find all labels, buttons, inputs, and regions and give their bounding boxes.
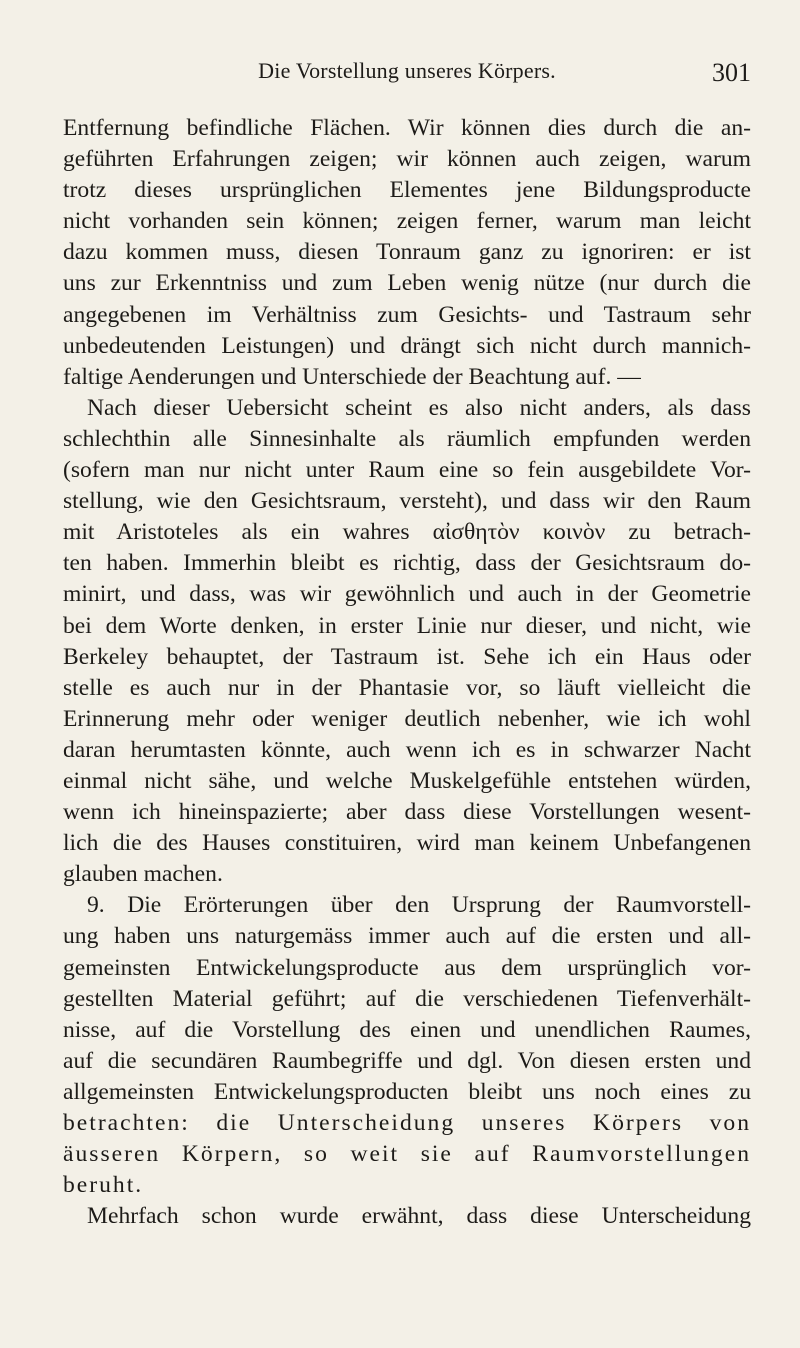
text-line: gestellten Material geführt; auf die verschiedenen Tiefenverhält-	[63, 985, 751, 1012]
text-line: nicht vorhanden sein können; zeigen ferner, warum man leicht	[63, 208, 751, 235]
text-line: Mehrfach schon wurde erwähnt, dass diese Unterscheidung	[87, 1203, 751, 1230]
text-line: glauben machen.	[63, 861, 223, 888]
text-line: Nach dieser Uebersicht scheint es also nicht anders, als dass	[87, 394, 751, 421]
text-line: Erinnerung mehr oder weniger deutlich nebenher, wie ich wohl	[63, 705, 751, 732]
text-line: nisse, auf die Vorstellung des einen und unendlichen Raumes,	[63, 1016, 751, 1043]
text-line: mit Aristoteles als ein wahres αἰσθητὸν κοινὸν zu betrach-	[63, 519, 751, 546]
text-line: stelle es auch nur in der Phantasie vor, so läuft vielleicht die	[63, 674, 751, 701]
text-line: (sofern man nur nicht unter Raum eine so fein ausgebildete Vor-	[63, 457, 751, 484]
text-line: einmal nicht sähe, und welche Muskelgefühle entstehen würden,	[63, 767, 751, 794]
body-text	[63, 113, 751, 1232]
text-line: allgemeinsten Entwickelungsproducten bleibt uns noch eines zu	[63, 1078, 751, 1105]
text-line: daran herumtasten könnte, auch wenn ich es in schwarzer Nacht	[63, 736, 751, 763]
text-line: schlechthin alle Sinnesinhalte als räumlich empfunden werden	[63, 425, 751, 452]
running-title: Die Vorstellung unseres Körpers.	[258, 58, 556, 83]
text-line: äusseren Körpern, so weit sie auf Raumvorstellungen	[63, 1141, 751, 1168]
text-line: auf die secundären Raumbegriffe und dgl. Von diesen ersten und	[63, 1047, 751, 1074]
section-9-start: 9. Die Erörterungen über den Ursprung der Raumvorstell-	[87, 892, 751, 919]
text-line: angegebenen im Verhältniss zum Gesichts- und Tastraum sehr	[63, 301, 751, 328]
text-line: beruht.	[63, 1172, 144, 1199]
text-line: geführten Erfahrungen zeigen; wir können auch zeigen, warum	[63, 146, 751, 173]
text-line: ung haben uns naturgemäss immer auch auf die ersten und all-	[63, 923, 751, 950]
text-line: Berkeley behauptet, der Tastraum ist. Sehe ich ein Haus oder	[63, 643, 751, 670]
running-header	[63, 58, 751, 98]
text-line: gemeinsten Entwickelungsproducte aus dem ursprünglich vor-	[63, 954, 751, 981]
text-line: stellung, wie den Gesichtsraum, versteht), und dass wir den Raum	[63, 488, 751, 515]
text-line: lich die des Hauses constituiren, wird man keinem Unbefangenen	[63, 830, 751, 857]
text-line: betrachten: die Unterscheidung unseres Körpers von	[63, 1110, 751, 1136]
page-number: 301	[712, 58, 751, 87]
text-line: trotz dieses ursprünglichen Elementes jene Bildungsproducte	[63, 177, 751, 204]
text-line: minirt, und dass, was wir gewöhnlich und auch in der Geometrie	[63, 581, 751, 608]
text-line: dazu kommen muss, diesen Tonraum ganz zu ignoriren: er ist	[63, 239, 751, 266]
text-line: Entfernung befindliche Flächen. Wir können dies durch die an-	[63, 115, 751, 141]
text-line: faltige Aenderungen und Unterschiede der Beachtung auf. —	[63, 363, 641, 390]
text-line: bei dem Worte denken, in erster Linie nur dieser, und nicht, wie	[63, 612, 751, 639]
text-line: wenn ich hineinspazierte; aber dass diese Vorstellungen wesent-	[63, 799, 751, 826]
text-line: ten haben. Immerhin bleibt es richtig, dass der Gesichtsraum do-	[63, 550, 751, 577]
text-line: uns zur Erkenntniss und zum Leben wenig nütze (nur durch die	[63, 270, 751, 297]
text-line: unbedeutenden Leistungen) und drängt sich nicht durch mannich-	[63, 332, 751, 359]
